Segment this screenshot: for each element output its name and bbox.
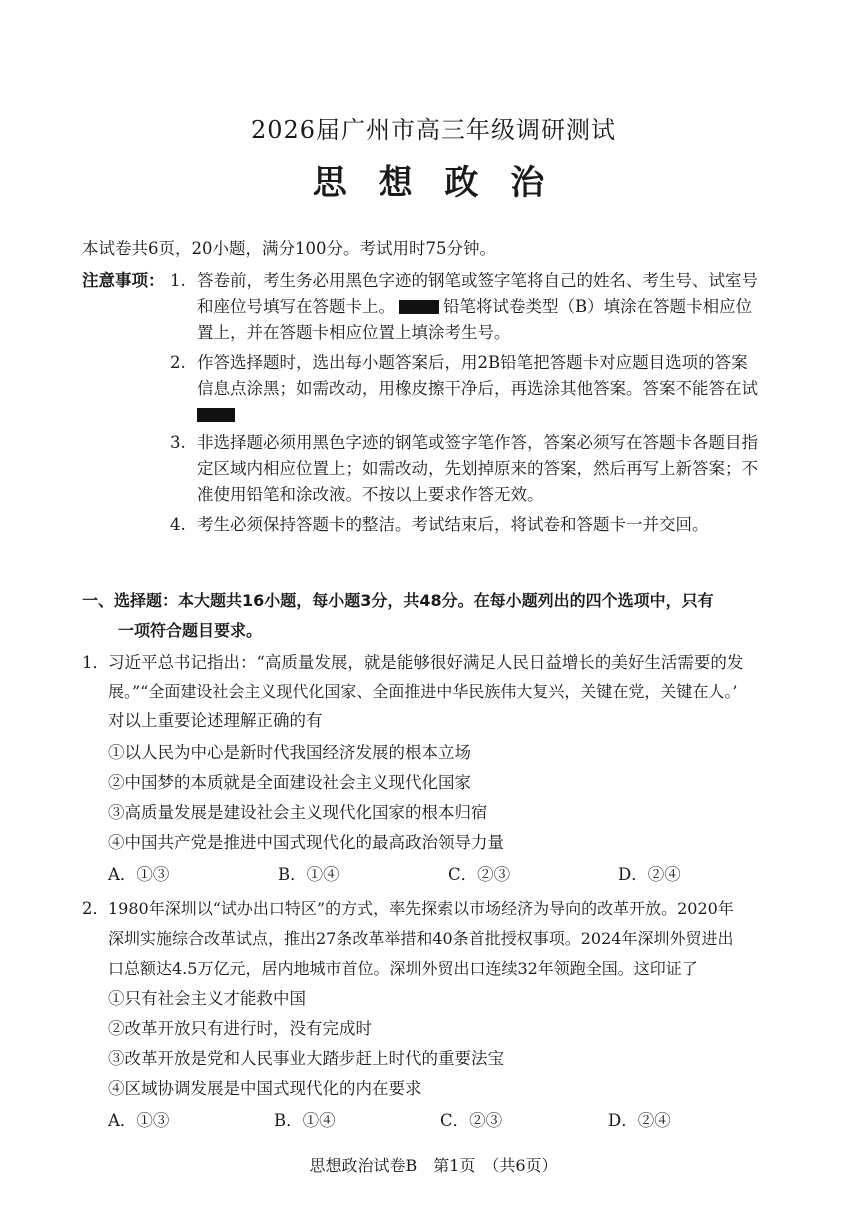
page-footer: 思想政治试卷B 第1页 （共6页） xyxy=(309,1156,558,1175)
q1-option-d: D．②④ xyxy=(618,865,681,884)
note-1-line-2: 和座位号填写在答题卡上。 铅笔将试卷类型（B）填涂在答题卡相应位 xyxy=(197,297,753,316)
q1-statement-2: ②中国梦的本质就是全面建设社会主义现代化国家 xyxy=(108,773,471,792)
q2-option-a: A．①③ xyxy=(108,1111,170,1130)
note-2-num: 2. xyxy=(170,353,186,372)
exam-subject: 思 想 政 治 xyxy=(312,163,555,203)
note-2-line-3 xyxy=(197,404,235,426)
q1-statement-1: ①以人民为中心是新时代我国经济发展的根本立场 xyxy=(108,743,471,762)
note-3-num: 3. xyxy=(170,433,186,452)
notes-label: 注意事项： xyxy=(82,271,165,290)
q2-number: 2． xyxy=(82,899,109,918)
q1-stem-line-3: 对以上重要论述理解正确的有 xyxy=(108,711,323,730)
q2-statement-1: ①只有社会主义才能救中国 xyxy=(108,989,306,1008)
note-3-line-1: 非选择题必须用黑色字迹的钢笔或签字笔作答，答案必须写在答题卡各题目指 xyxy=(197,433,758,452)
q2-option-b: B．①④ xyxy=(274,1111,336,1130)
q2-option-d: D．②④ xyxy=(608,1111,671,1130)
q1-statement-3: ③高质量发展是建设社会主义现代化国家的根本归宿 xyxy=(108,803,488,822)
q1-number: 1． xyxy=(82,653,109,672)
section-heading: 一、选择题：本大题共16小题，每小题3分，共48分。在每小题列出的四个选项中，只有 xyxy=(82,591,714,610)
q2-stem-line-1: 1980年深圳以“试办出口特区”的方式，率先探索以市场经济为导向的改革开放。2020年 xyxy=(108,899,734,918)
q1-stem-line-1: 习近平总书记指出：“高质量发展，就是能够很好满足人民日益增长的美好生活需要的发 xyxy=(108,653,744,672)
note-2-line-2: 信息点涂黑；如需改动，用橡皮擦干净后，再选涂其他答案。答案不能答在试 xyxy=(197,379,758,398)
note-4-num: 4. xyxy=(170,515,186,534)
exam-intro: 本试卷共6页，20小题，满分100分。考试用时75分钟。 xyxy=(82,239,496,258)
redaction-block xyxy=(197,408,235,422)
q2-statement-3: ③改革开放是党和人民事业大踏步赶上时代的重要法宝 xyxy=(108,1049,504,1068)
q2-option-c: C．②③ xyxy=(440,1111,503,1130)
note-1-num: 1. xyxy=(170,271,186,290)
redaction-block xyxy=(399,300,439,314)
q2-statement-2: ②改革开放只有进行时，没有完成时 xyxy=(108,1019,372,1038)
exam-title: 2026届广州市高三年级调研测试 xyxy=(250,116,617,144)
q2-statement-4: ④区域协调发展是中国式现代化的内在要求 xyxy=(108,1079,422,1098)
note-4-line-1: 考生必须保持答题卡的整洁。考试结束后，将试卷和答题卡一并交回。 xyxy=(197,515,709,534)
q1-option-c: C．②③ xyxy=(448,865,511,884)
note-1-line-1: 答卷前，考生务必用黑色字迹的钢笔或签字笔将自己的姓名、考生号、试室号 xyxy=(197,271,758,290)
q1-statement-4: ④中国共产党是推进中国式现代化的最高政治领导力量 xyxy=(108,833,504,852)
note-1-line-3: 置上，并在答题卡相应位置上填涂考生号。 xyxy=(197,323,511,342)
note-3-line-2: 定区域内相应位置上；如需改动，先划掉原来的答案，然后再写上新答案；不 xyxy=(197,459,758,478)
note-3-line-3: 准使用铅笔和涂改液。不按以上要求作答无效。 xyxy=(197,485,544,504)
note-2-line-1: 作答选择题时，选出每小题答案后，用2B铅笔把答题卡对应题目选项的答案 xyxy=(197,353,748,372)
q1-stem-line-2: 展。”“全面建设社会主义现代化国家、全面推进中华民族伟大复兴，关键在党，关键在人。’ xyxy=(108,682,738,701)
q2-stem-line-2: 深圳实施综合改革试点，推出27条改革举措和40条首批授权事项。2024年深圳外贸进出 xyxy=(108,929,734,948)
q1-option-b: B．①④ xyxy=(278,865,340,884)
section-heading-cont: 一项符合题目要求。 xyxy=(118,621,263,640)
q1-option-a: A．①③ xyxy=(108,865,170,884)
q2-stem-line-3: 口总额达4.5万亿元，居内地城市首位。深圳外贸出口连续32年领跑全国。这印证了 xyxy=(108,959,698,978)
